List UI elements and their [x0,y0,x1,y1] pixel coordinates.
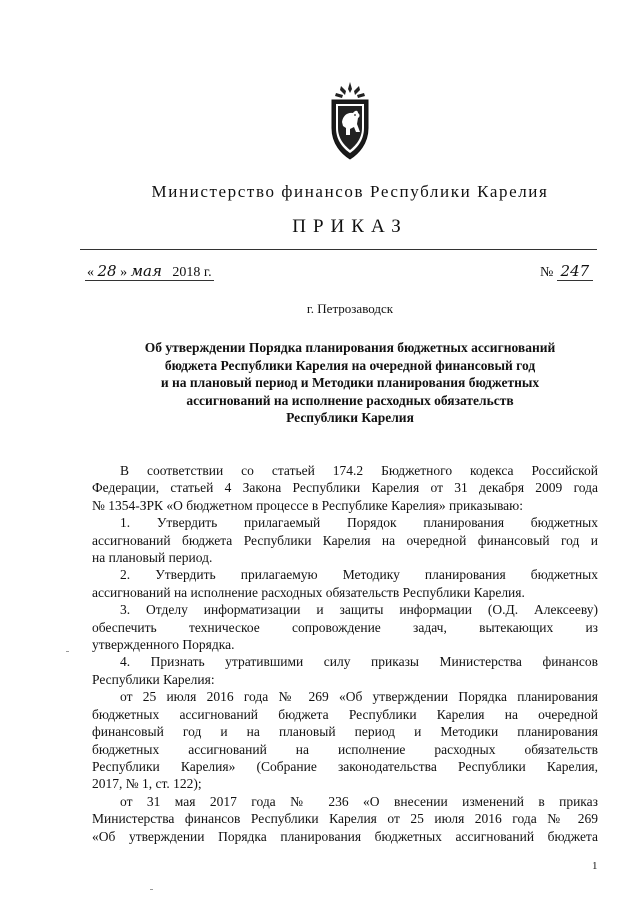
header-divider [80,249,597,250]
body-line: № 1354-ЗРК «О бюджетном процессе в Республике Карелия» приказываю: [92,497,523,513]
body-line: ассигнований бюджета Республики Карелия на очередной финансовый год и [92,532,598,548]
body-line: 2. Утвердить прилагаемую Методику планирования бюджетных [120,567,598,583]
date-year: 2018 г. [172,265,212,280]
date-month: мая [130,262,162,280]
scan-speck [150,889,153,890]
title-line: Об утверждении Порядка планирования бюджетных ассигнований [144,340,556,355]
page-number: 1 [592,860,598,872]
title-line: бюджета Республики Карелия на очередной финансовый год [164,357,536,373]
number-sign: № [540,265,554,280]
body-line: «Об утверждении Порядка планирования бюджетных ассигнований бюджета [92,828,598,844]
title-line: Республики Карелия [286,410,414,425]
ministry-name: Министерство финансов Республики Карелия [151,182,549,201]
body-line: Федерации, статьей 4 Закона Республики Карелия от 31 декабря 2009 года [92,480,598,496]
document-type: ПРИКАЗ [292,216,408,237]
body-line: 2017, № 1, ст. 122); [92,776,202,792]
body-line: финансовый год и на плановый период и Методики планирования [92,724,598,740]
body-line: ассигнований на исполнение расходных обязательств Республики Карелия. [92,584,525,600]
body-line: 3. Отделу информатизации и защиты информации (О.Д. Алексееву) [120,602,598,618]
date-close-quote: » [120,265,128,280]
body-line: обеспечить техническое сопровождение задач, вытекающих из [92,619,598,635]
body-line: Министерства финансов Республики Карелия от 25 июля 2016 года № 269 [92,811,598,827]
order-number-value: 247 [557,262,593,281]
title-line: ассигнований на исполнение расходных обязательств [186,392,514,408]
body-line: 4. Признать утратившими силу приказы Министерства финансов [120,654,598,670]
body-line: В соответствии со статьей 174.2 Бюджетного кодекса Российской [120,463,598,478]
karelia-coat-of-arms-icon [328,82,372,160]
city: г. Петрозаводск [306,301,394,316]
body-line: бюджетных ассигнований на исполнение расходных обязательств [92,741,598,757]
date-day: 28 [97,262,117,280]
body-line: от 31 мая 2017 года № 236 «О внесении изменений в приказ [120,793,598,809]
date-open-quote: « [87,265,94,280]
document-title [100,339,600,427]
body-line: утвержденного Порядка. [92,637,235,653]
order-number [540,262,593,281]
body-line: бюджетных ассигнований бюджета Республики Карелия на очередной [92,706,598,722]
body-line: на плановый период. [92,550,213,566]
title-line: и на плановый период и Методики планирования бюджетных [160,375,540,390]
body-line: Республики Карелия» (Собрание законодательства Республики Карелия, [92,758,598,774]
order-date [85,262,214,281]
document-body [92,462,598,845]
scan-speck [66,651,69,652]
body-line: 1. Утвердить прилагаемый Порядок планирования бюджетных [120,515,598,531]
body-line: Республики Карелия: [92,671,215,687]
body-line: от 25 июля 2016 года № 269 «Об утверждении Порядка планирования [120,689,598,705]
